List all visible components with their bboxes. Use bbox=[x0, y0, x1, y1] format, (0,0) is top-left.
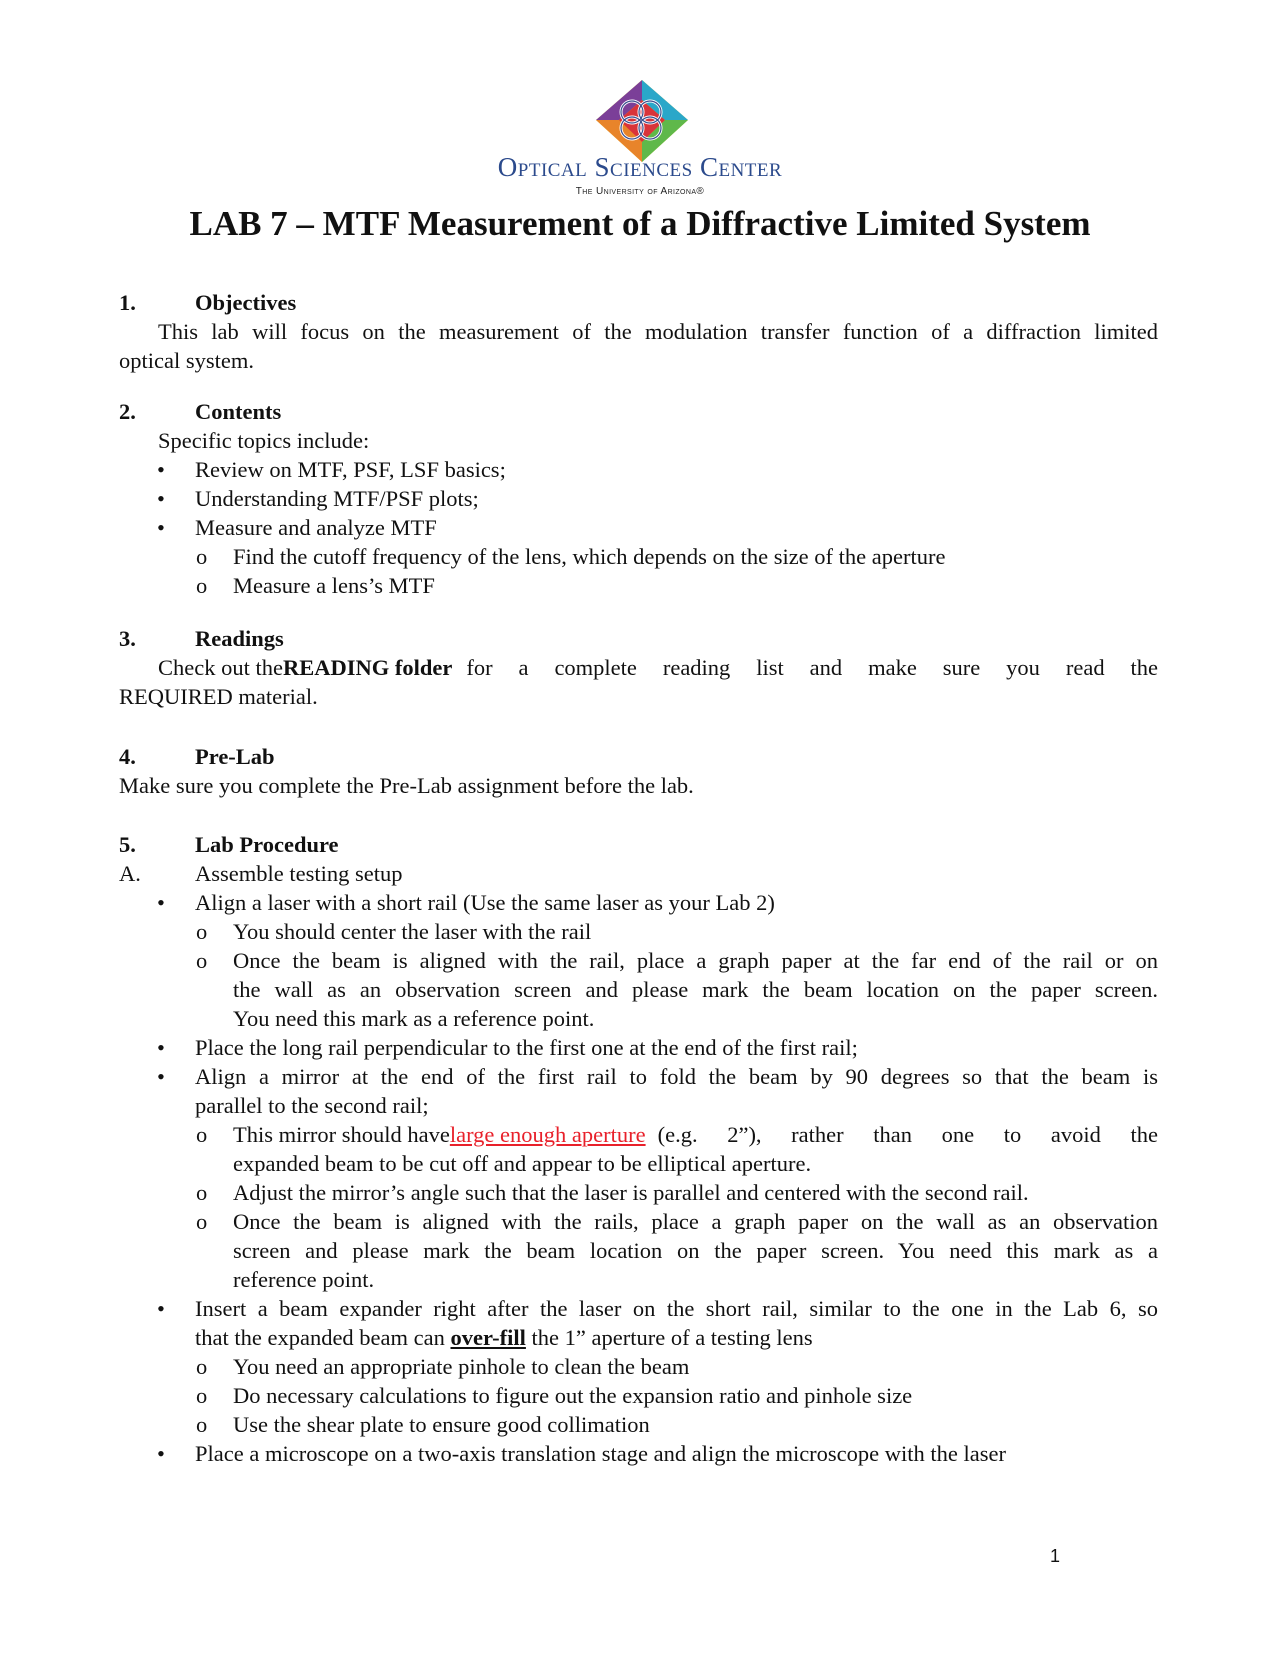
sub-bullet-icon: o bbox=[196, 573, 208, 598]
sub-list-item-cont: screen and please mark the beam location on the paper screen. You need this mark as a bbox=[233, 1238, 1158, 1263]
sub-bullet-icon: o bbox=[196, 1122, 208, 1147]
expander-text-cont: the 1” aperture of a testing lens bbox=[531, 1325, 813, 1350]
step-title: Assemble testing setup bbox=[195, 861, 403, 886]
list-item: Insert a beam expander right after the laser on the short rail, similar to the one in the Lab 6, so bbox=[195, 1296, 1158, 1321]
sub-list-item: Find the cutoff frequency of the lens, which depends on the size of the aperture bbox=[233, 544, 946, 569]
readings-text: Check out the bbox=[158, 655, 283, 680]
sub-list-item: Adjust the mirror’s angle such that the laser is parallel and centered with the second rail. bbox=[233, 1180, 1029, 1205]
list-item: Align a mirror at the end of the first rail to fold the beam by 90 degrees so that the beam is bbox=[195, 1064, 1158, 1089]
section-number: 5. bbox=[119, 832, 136, 857]
bullet-icon: • bbox=[157, 890, 165, 915]
section-number: 2. bbox=[119, 399, 136, 424]
list-item: Review on MTF, PSF, LSF basics; bbox=[195, 457, 506, 482]
bullet-icon: • bbox=[157, 1441, 165, 1466]
sub-list-item: Use the shear plate to ensure good collimation bbox=[233, 1412, 650, 1437]
list-item: Place a microscope on a two-axis translation stage and align the microscope with the laser bbox=[195, 1441, 1006, 1466]
objectives-text: This lab will focus on the measurement of the modulation transfer function of a diffraction limited bbox=[158, 319, 1158, 344]
logo-subtitle: The University of Arizona® bbox=[575, 186, 705, 197]
mirror-text-cont: (e.g. 2”), rather than one to avoid the bbox=[657, 1122, 1158, 1147]
section-number: 1. bbox=[119, 290, 136, 315]
sub-bullet-icon: o bbox=[196, 1383, 208, 1408]
section-heading-prelab: Pre-Lab bbox=[195, 744, 275, 769]
bullet-icon: • bbox=[157, 515, 165, 540]
step-letter: A. bbox=[119, 861, 141, 886]
expander-text: that the expanded beam can bbox=[195, 1325, 445, 1350]
sub-bullet-icon: o bbox=[196, 544, 208, 569]
section-number: 4. bbox=[119, 744, 136, 769]
list-item: Measure and analyze MTF bbox=[195, 515, 437, 540]
sub-bullet-icon: o bbox=[196, 1354, 208, 1379]
osc-logo bbox=[470, 78, 810, 206]
readings-line bbox=[158, 653, 1158, 682]
sub-list-item-cont: expanded beam to be cut off and appear to be elliptical aperture. bbox=[233, 1151, 812, 1176]
section-heading-lab-procedure: Lab Procedure bbox=[195, 832, 339, 857]
sub-list-item bbox=[233, 1120, 1158, 1149]
list-item: Place the long rail perpendicular to the first one at the end of the first rail; bbox=[195, 1035, 858, 1060]
sub-list-item: You need an appropriate pinhole to clean the beam bbox=[233, 1354, 690, 1379]
bullet-icon: • bbox=[157, 457, 165, 482]
sub-list-item-cont: reference point. bbox=[233, 1267, 375, 1292]
list-item: Understanding MTF/PSF plots; bbox=[195, 486, 479, 511]
large-aperture-link[interactable]: large enough aperture bbox=[449, 1122, 646, 1147]
sub-list-item: Once the beam is aligned with the rail, place a graph paper at the far end of the rail or on bbox=[233, 948, 1158, 973]
over-fill-label: over-fill bbox=[450, 1325, 526, 1350]
readings-text-line2: REQUIRED material. bbox=[119, 684, 318, 709]
bullet-icon: • bbox=[157, 1064, 165, 1089]
section-heading-readings: Readings bbox=[195, 626, 284, 651]
sub-bullet-icon: o bbox=[196, 948, 208, 973]
sub-list-item-cont: the wall as an observation screen and please mark the beam location on the paper screen. bbox=[233, 977, 1158, 1002]
list-item: Align a laser with a short rail (Use the same laser as your Lab 2) bbox=[195, 890, 775, 915]
section-heading-contents: Contents bbox=[195, 399, 282, 424]
sub-list-item-cont: You need this mark as a reference point. bbox=[233, 1006, 595, 1031]
section-number: 3. bbox=[119, 626, 136, 651]
bullet-icon: • bbox=[157, 1296, 165, 1321]
list-item-cont bbox=[195, 1323, 813, 1352]
mirror-text: This mirror should have bbox=[233, 1122, 450, 1147]
prelab-text: Make sure you complete the Pre-Lab assignment before the lab. bbox=[119, 773, 694, 798]
reading-folder-label: READING folder bbox=[282, 655, 453, 680]
list-item-cont: parallel to the second rail; bbox=[195, 1093, 429, 1118]
sub-bullet-icon: o bbox=[196, 1412, 208, 1437]
page-number: 1 bbox=[1050, 1546, 1061, 1566]
objectives-text-cont: optical system. bbox=[119, 348, 254, 373]
logo-name: Optical Sciences Center bbox=[497, 152, 783, 182]
readings-text-cont: for a complete reading list and make sure you read the bbox=[466, 655, 1158, 680]
sub-list-item: Once the beam is aligned with the rails, place a graph paper on the wall as an observation bbox=[233, 1209, 1158, 1234]
section-heading-objectives: Objectives bbox=[195, 290, 297, 315]
bullet-icon: • bbox=[157, 486, 165, 511]
bullet-icon: • bbox=[157, 1035, 165, 1060]
contents-intro: Specific topics include: bbox=[158, 428, 370, 453]
sub-list-item: You should center the laser with the rail bbox=[233, 919, 592, 944]
sub-list-item: Do necessary calculations to figure out the expansion ratio and pinhole size bbox=[233, 1383, 913, 1408]
document-title: LAB 7 – MTF Measurement of a Diffractive Limited System bbox=[189, 204, 1091, 243]
sub-bullet-icon: o bbox=[196, 1180, 208, 1205]
sub-bullet-icon: o bbox=[196, 919, 208, 944]
sub-bullet-icon: o bbox=[196, 1209, 208, 1234]
sub-list-item: Measure a lens’s MTF bbox=[233, 573, 435, 598]
